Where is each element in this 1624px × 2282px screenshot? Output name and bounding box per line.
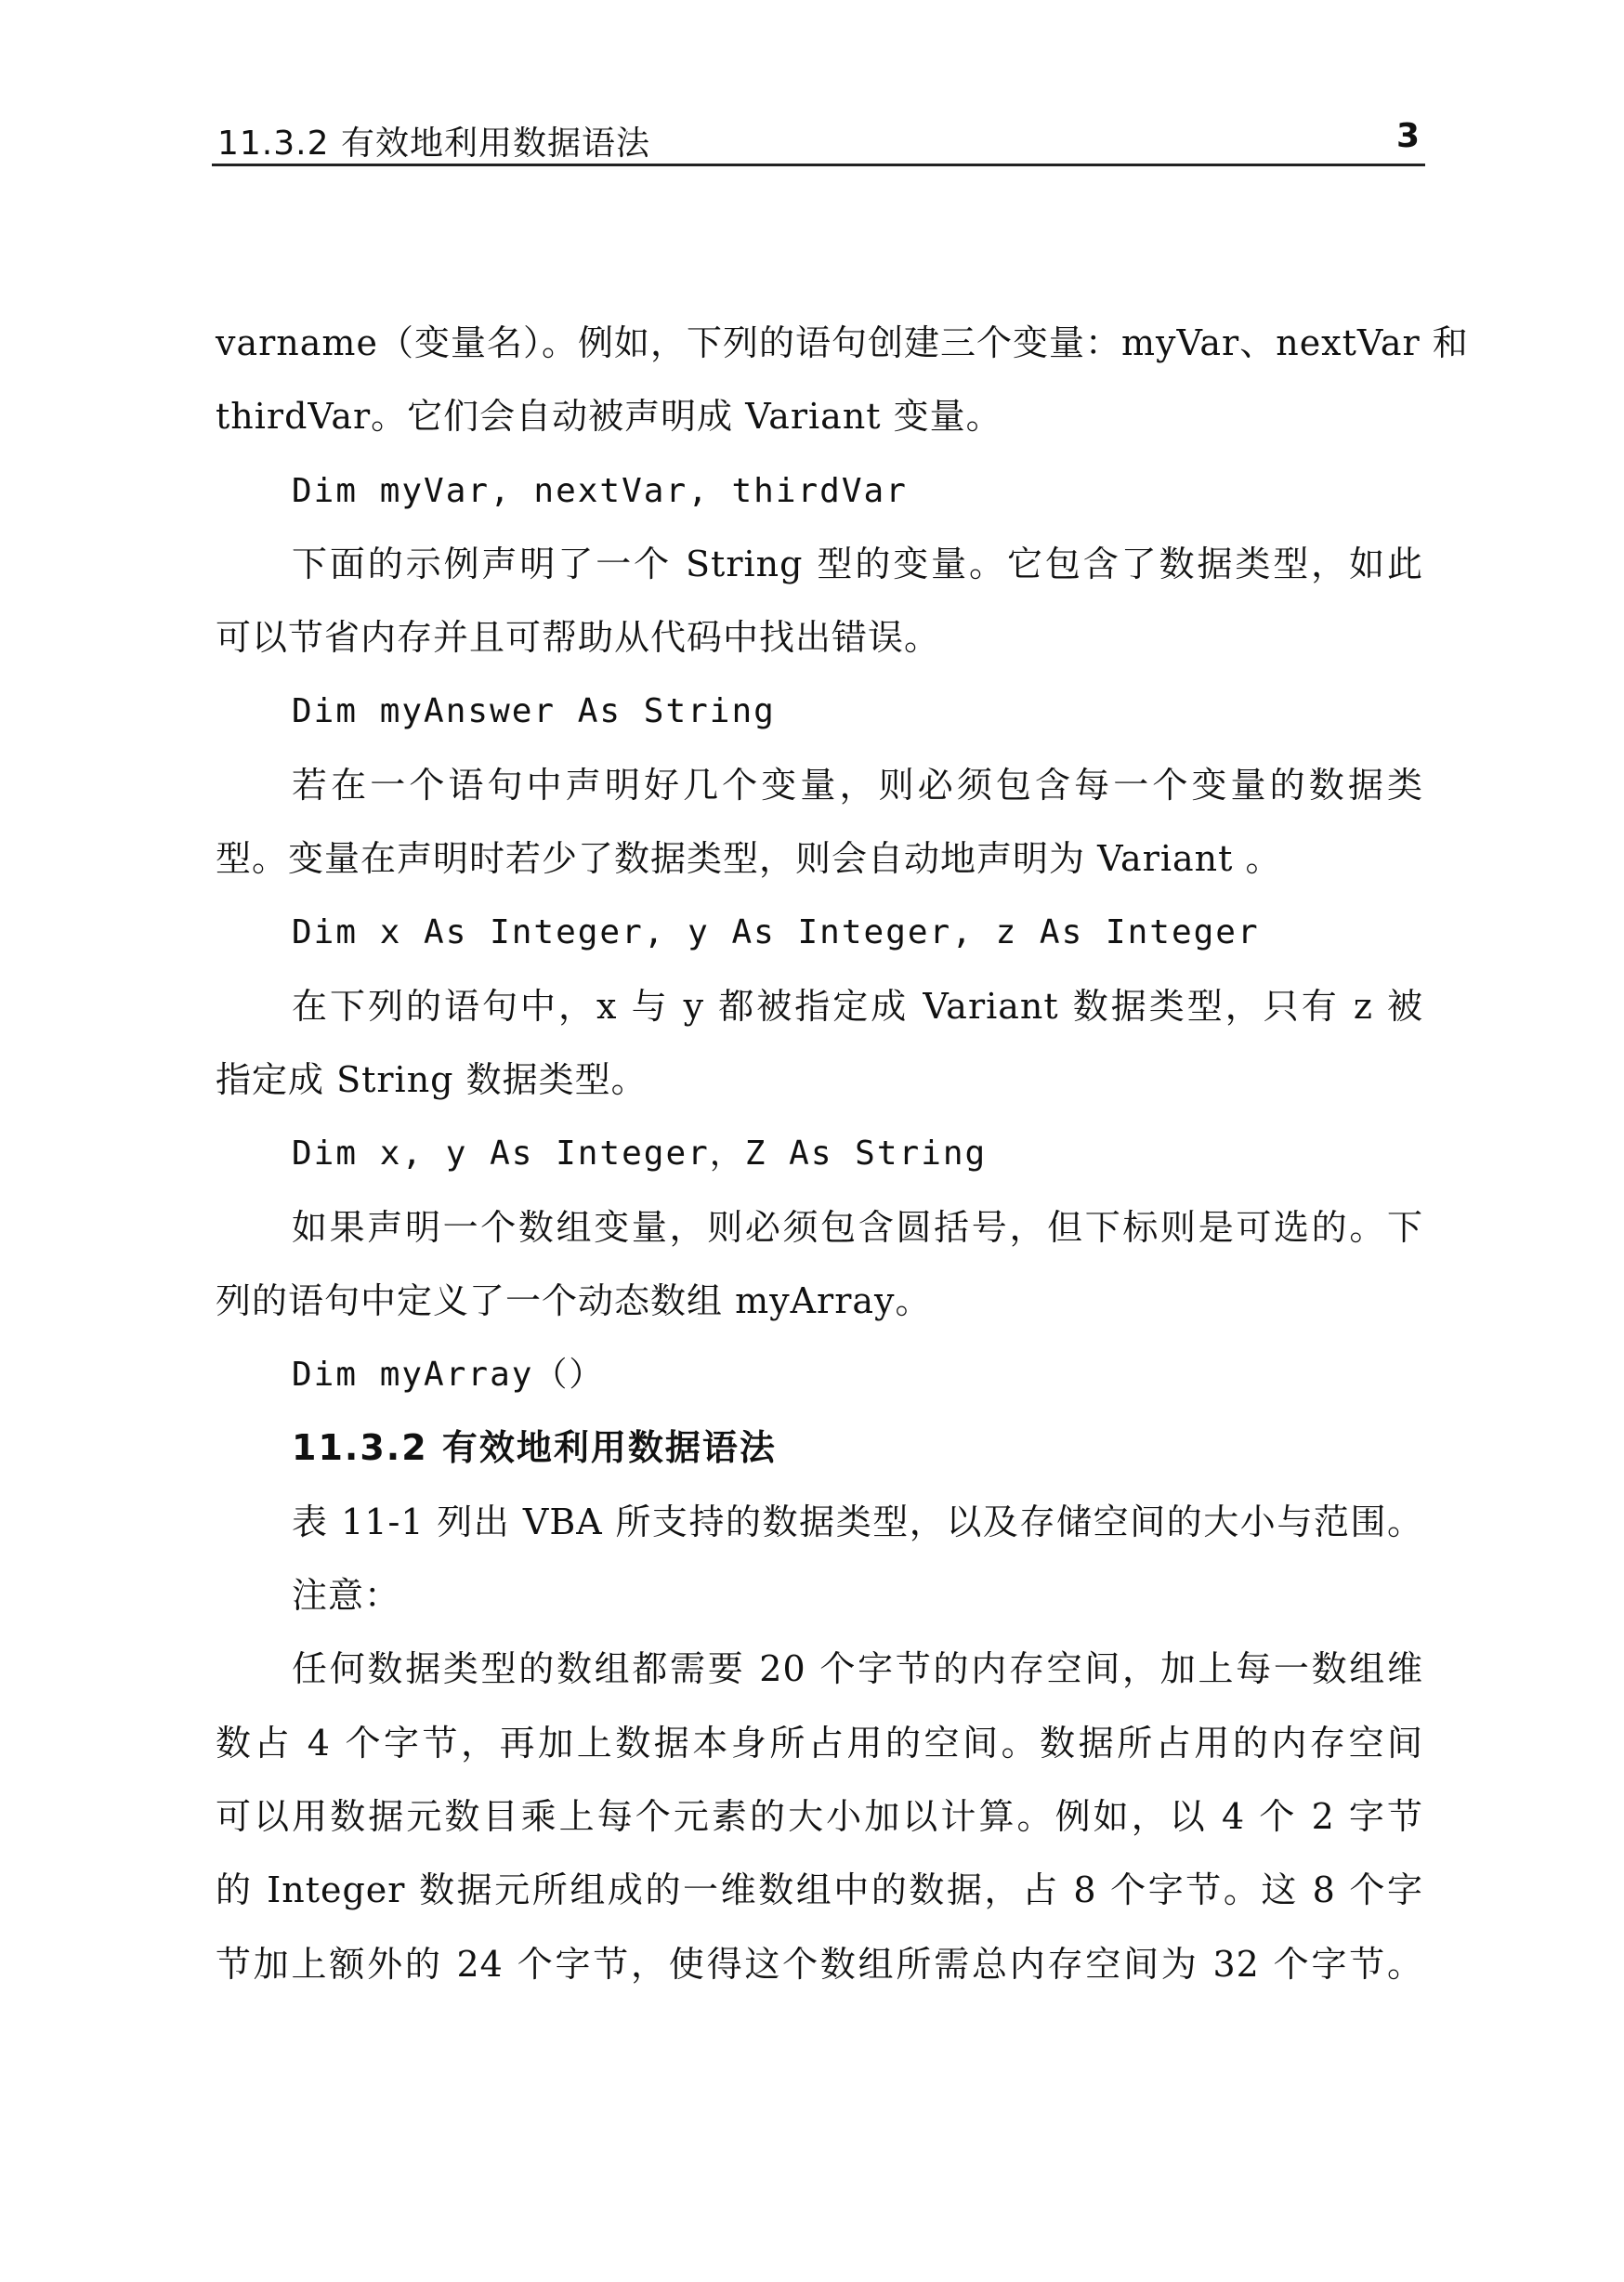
paragraph-line: 数占 4 个字节，再加上数据本身所占用的空间。数据所占用的内存空间 — [216, 1722, 1423, 1764]
paragraph-line: 表 11-1 列出 VBA 所支持的数据类型，以及存储空间的大小与范围。 — [292, 1501, 1423, 1542]
code-line: Dim x, y As Integer，Z As String — [292, 1134, 988, 1174]
page-header — [212, 110, 1425, 166]
page-number: 3 — [1395, 117, 1420, 155]
paragraph-line: 若在一个语句中声明好几个变量，则必须包含每一个变量的数据类 — [292, 764, 1423, 806]
paragraph-line: 的 Integer 数据元所组成的一维数组中的数据，占 8 个字节。这 8 个字 — [216, 1869, 1423, 1911]
paragraph-line: thirdVar。它们会自动被声明成 Variant 变量。 — [216, 396, 1002, 438]
paragraph-line: 指定成 String 数据类型。 — [216, 1058, 648, 1100]
paragraph-line: 可以节省内存并且可帮助从代码中找出错误。 — [216, 617, 941, 659]
code-line: Dim myVar, nextVar, thirdVar — [292, 471, 908, 510]
paragraph-line: 下面的示例声明了一个 String 型的变量。它包含了数据类型，如此 — [292, 543, 1423, 584]
paragraph-line: 在下列的语句中，x 与 y 都被指定成 Variant 数据类型，只有 z 被 — [292, 985, 1423, 1027]
section-heading: 11.3.2 有效地利用数据语法 — [292, 1427, 777, 1469]
paragraph-line: 可以用数据元数目乘上每个元素的大小加以计算。例如，以 4 个 2 字节 — [216, 1795, 1423, 1837]
paragraph-line: 型。变量在声明时若少了数据类型，则会自动地声明为 Variant 。 — [216, 838, 1282, 880]
code-line: Dim x As Integer, y As Integer, z As Integer — [292, 913, 1260, 952]
paragraph-line: 节加上额外的 24 个字节，使得这个数组所需总内存空间为 32 个字节。 — [216, 1943, 1423, 1985]
paragraph-line: 如果声明一个数组变量，则必须包含圆括号，但下标则是可选的。下 — [292, 1206, 1423, 1248]
paragraph-line: 任何数据类型的数组都需要 20 个字节的内存空间，加上每一数组维 — [292, 1648, 1423, 1690]
code-line: Dim myArray（） — [292, 1356, 605, 1395]
body-text — [216, 307, 1469, 2001]
paragraph-line: 列的语句中定义了一个动态数组 myArray。 — [216, 1279, 932, 1321]
note-label: 注意： — [292, 1575, 401, 1617]
code-line: Dim myAnswer As String — [292, 692, 776, 731]
running-header-title: 11.3.2 有效地利用数据语法 — [217, 125, 650, 163]
paragraph-line: varname（变量名）。例如，下列的语句创建三个变量：myVar、nextVar 和 — [216, 322, 1469, 363]
